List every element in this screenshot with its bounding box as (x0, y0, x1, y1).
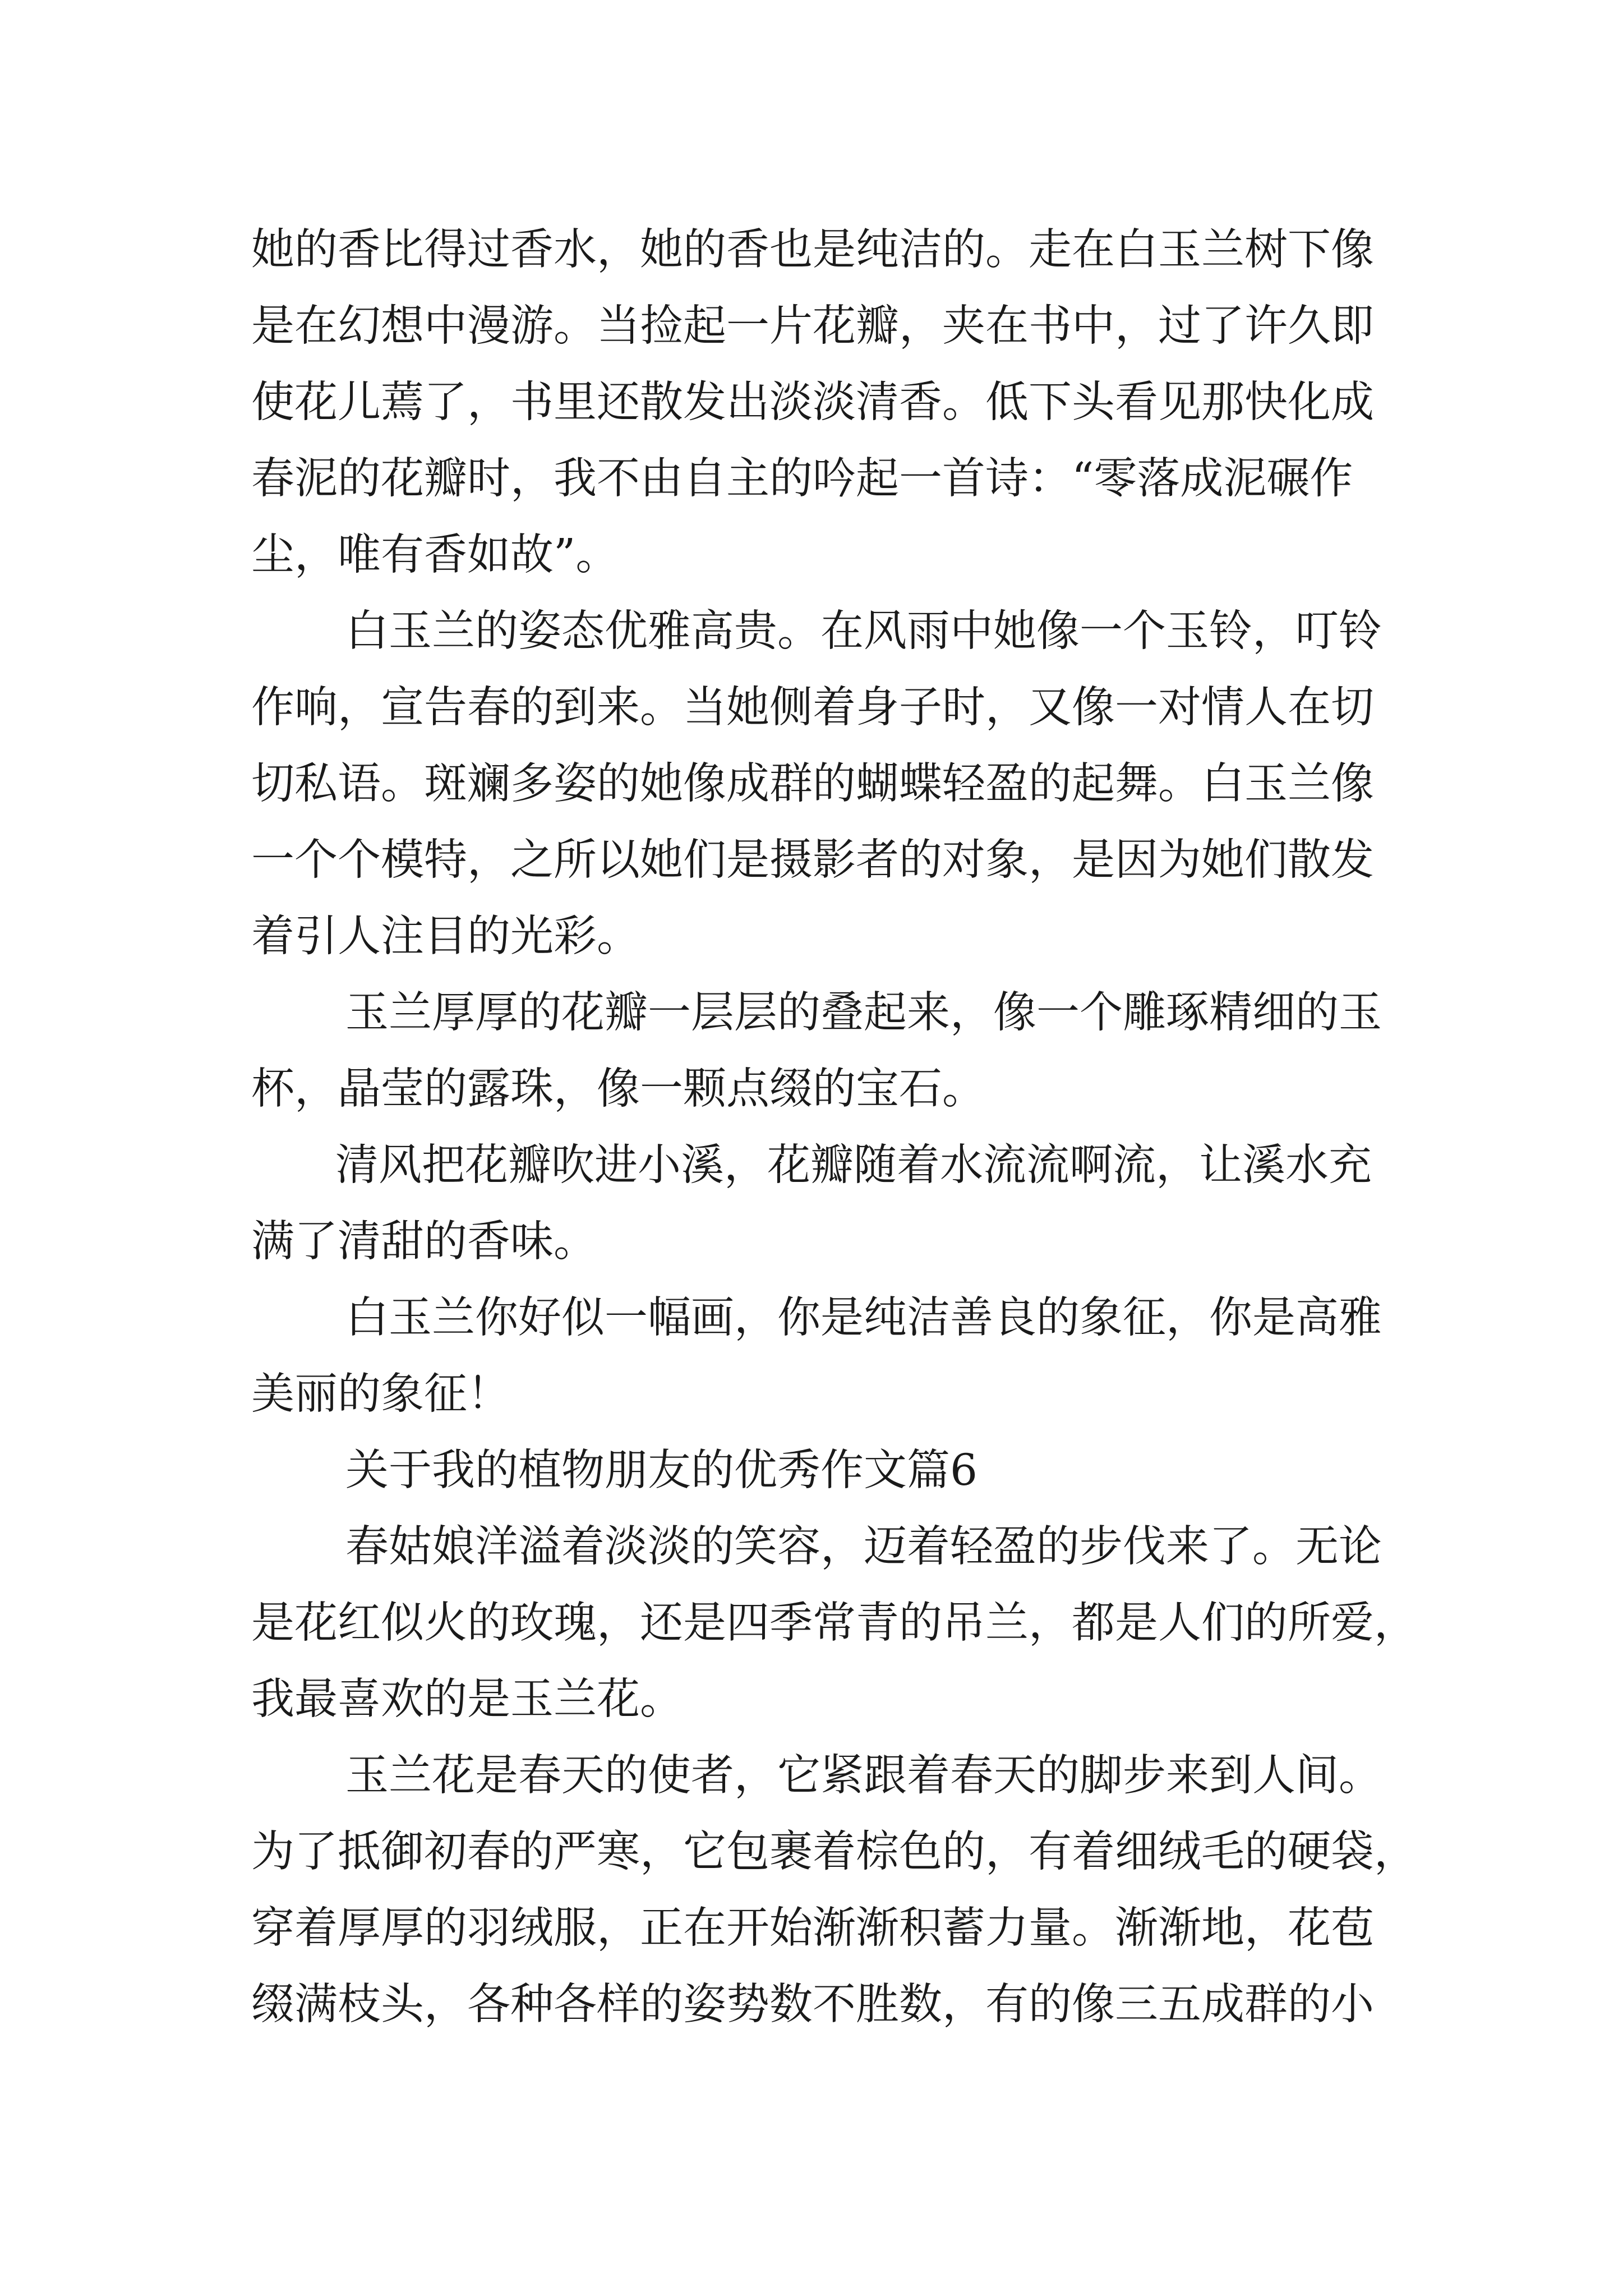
text-line: 春泥的花瓣时，我不由自主的吟起一首诗：“零落成泥碾作 (251, 454, 1353, 504)
text-line: 作响，宣告春的到来。当她侧着身子时，又像一对情人在切 (251, 683, 1374, 733)
text-line: 玉兰花是春天的使者，它紧跟着春天的脚步来到人间。 (345, 1751, 1382, 1801)
text-line: 一个个模特，之所以她们是摄影者的对象，是因为她们散发 (251, 835, 1374, 885)
section-heading: 关于我的植物朋友的优秀作文篇6 (345, 1446, 978, 1496)
paragraph-2 (251, 593, 1390, 975)
paragraph-3 (251, 975, 1390, 1128)
text-line: 杯，晶莹的露珠，像一颗点缀的宝石。 (251, 1064, 985, 1114)
text-line: 切私语。斑斓多姿的她像成群的蝴蝶轻盈的起舞。白玉兰像 (251, 759, 1374, 809)
text-line: 清风把花瓣吹进小溪，花瓣随着水流流啊流，让溪水充 (335, 1140, 1372, 1190)
paragraph-1 (251, 212, 1390, 593)
text-line: 为了抵御初春的严寒，它包裹着棕色的，有着细绒毛的硬袋， (251, 1827, 1417, 1877)
text-line: 尘，唯有香如故”。 (251, 530, 619, 580)
text-line: 玉兰厚厚的花瓣一层层的叠起来，像一个雕琢精细的玉 (345, 988, 1382, 1038)
text-line: 白玉兰的姿态优雅高贵。在风雨中她像一个玉铃，叮铃 (345, 606, 1382, 656)
text-line: 着引人注目的光彩。 (251, 912, 640, 961)
body-text (251, 212, 1417, 2043)
text-line: 是在幻想中漫游。当捡起一片花瓣，夹在书中，过了许久即 (251, 301, 1374, 351)
text-line: 穿着厚厚的羽绒服，正在开始渐渐积蓄力量。渐渐地，花苞 (251, 1903, 1374, 1953)
text-line: 她的香比得过香水，她的香也是纯洁的。走在白玉兰树下像 (251, 225, 1374, 275)
paragraph-5 (251, 1280, 1390, 1433)
paragraph-6 (251, 1509, 1417, 1738)
text-line: 我最喜欢的是玉兰花。 (251, 1674, 683, 1724)
text-line: 满了清甜的香味。 (251, 1217, 597, 1267)
text-line: 白玉兰你好似一幅画，你是纯洁善良的象征，你是高雅 (345, 1293, 1382, 1343)
text-line: 春姑娘洋溢着淡淡的笑容，迈着轻盈的步伐来了。无论 (345, 1522, 1382, 1572)
text-line: 使花儿蔫了，书里还散发出淡淡清香。低下头看见那快化成 (251, 378, 1374, 427)
text-line: 美丽的象征！ (251, 1369, 510, 1419)
paragraph-4 (251, 1128, 1390, 1280)
paragraph-7 (251, 1738, 1417, 2043)
text-line: 缀满枝头，各种各样的姿势数不胜数，有的像三五成群的小 (251, 1980, 1374, 2030)
text-line: 是花红似火的玫瑰，还是四季常青的吊兰，都是人们的所爱， (251, 1598, 1417, 1648)
